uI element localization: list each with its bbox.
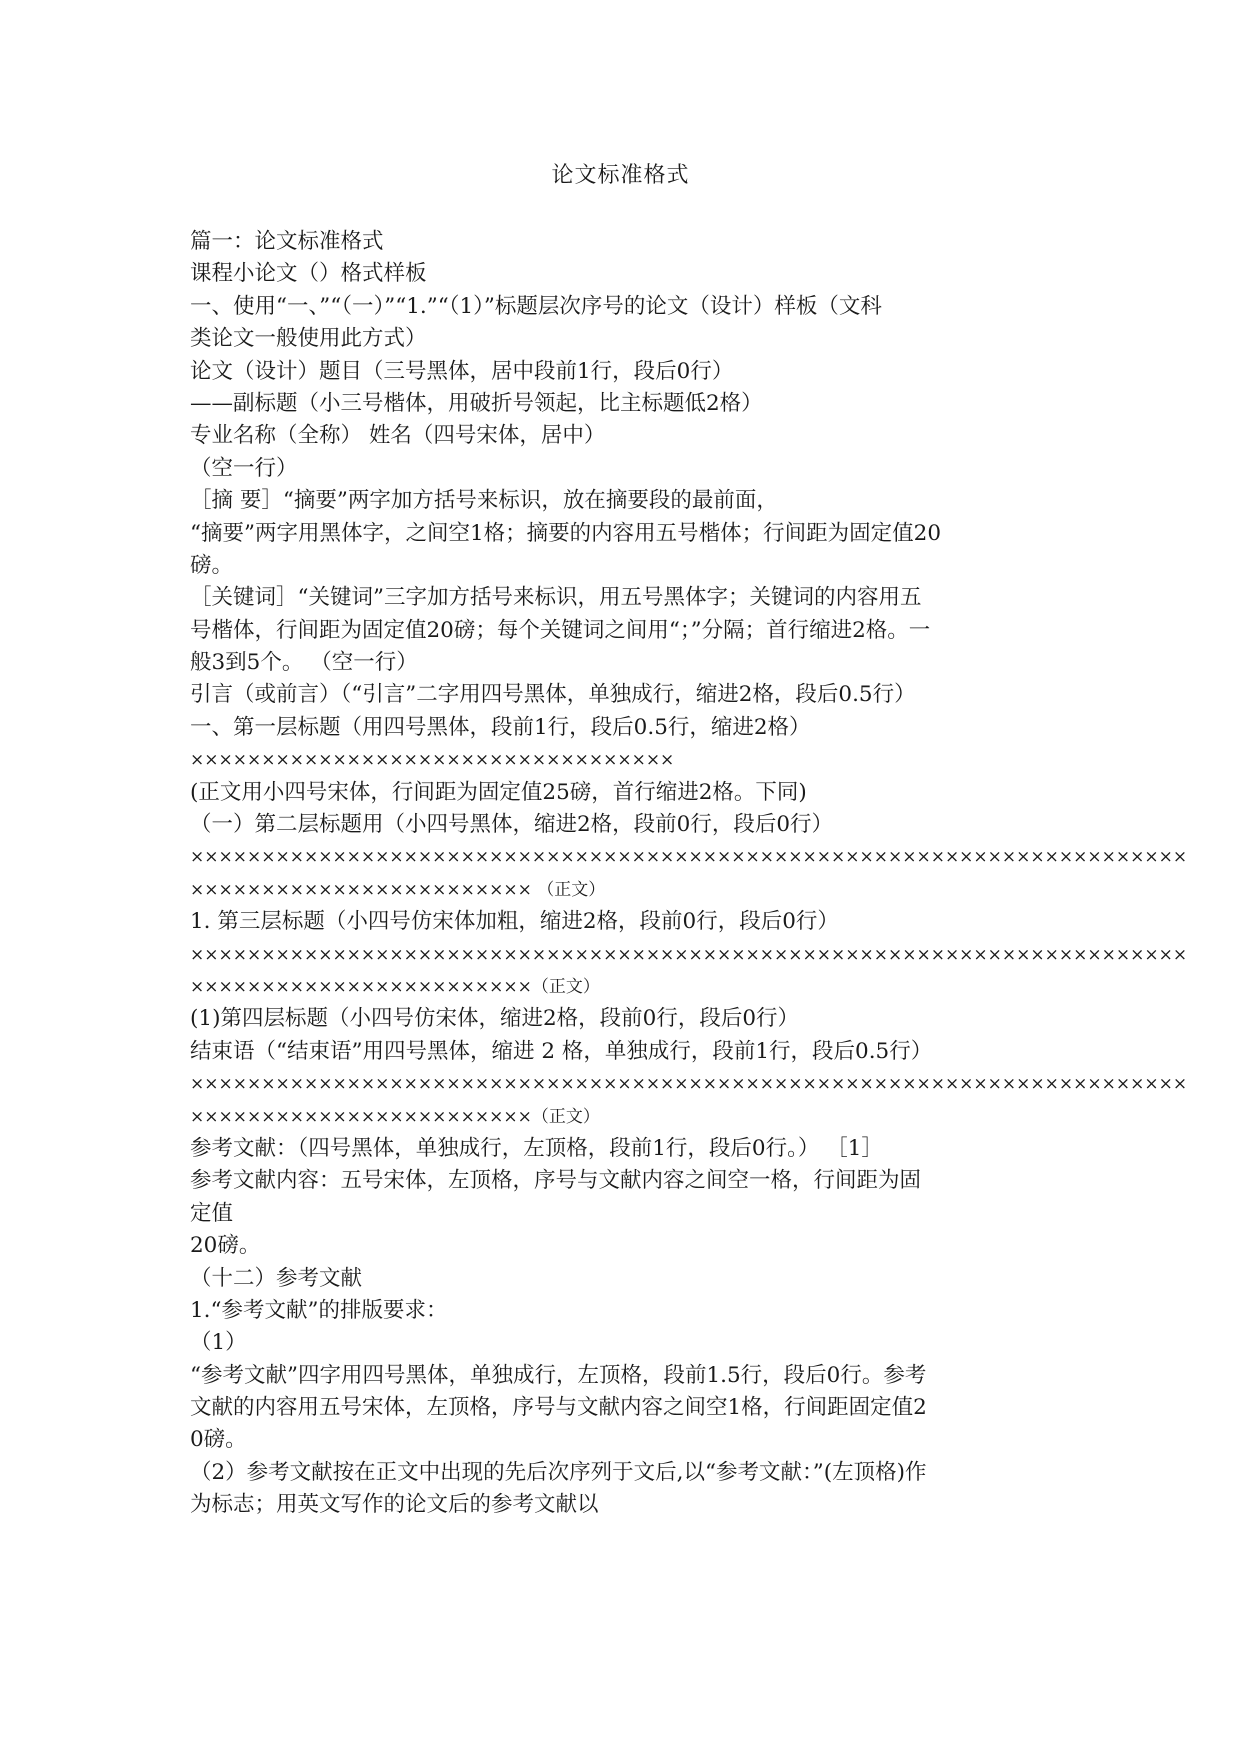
text-line: ××××××××××××××××××××××××（正文） <box>190 976 600 997</box>
text-line: (正文用小四号宋体，行间距为固定值25磅，首行缩进2格。下同) <box>190 779 807 805</box>
text-line: 一、使用“一、”“（一）”“1.”“（1）”标题层次序号的论文（设计）样板（文科 <box>190 293 882 319</box>
text-line: 专业名称（全称） 姓名（四号宋体，居中） <box>190 423 606 449</box>
text-line: （十二）参考文献 <box>190 1265 363 1291</box>
text-line: 为标志；用英文写作的论文后的参考文献以 <box>190 1492 599 1518</box>
text-line: 课程小论文（）格式样板 <box>190 261 427 287</box>
text-line: 类论文一般使用此方式） <box>190 326 427 352</box>
text-line: （一）第二层标题用（小四号黑体，缩进2格，段前0行，段后0行） <box>190 812 834 838</box>
text-line: 参考文献：（四号黑体，单独成行，左顶格，段前1行，段后0行。） ［1］ <box>190 1135 883 1161</box>
text-line: ×××××××××××××××××××××××× （正文） <box>190 879 606 900</box>
text-line: (1)第四层标题（小四号仿宋体，缩进2格，段前0行，段后0行） <box>190 1006 799 1032</box>
text-line: 1.“参考文献”的排版要求： <box>190 1297 448 1323</box>
text-line: “摘要”两字用黑体字，之间空1格；摘要的内容用五号楷体；行间距为固定值20 <box>190 520 942 546</box>
text-line: 文献的内容用五号宋体，左顶格，序号与文献内容之间空1格，行间距固定值2 <box>190 1395 927 1421</box>
text-line: 号楷体，行间距为固定值20磅；每个关键词之间用“；”分隔；首行缩进2格。一 <box>190 617 931 643</box>
text-line: ×××××××××××××××××××××××××××××××××××××××××××××××××××××××××××××××××××××× <box>190 1074 1188 1095</box>
document-body <box>190 226 1188 1522</box>
text-line: （1） <box>190 1330 247 1356</box>
text-line: 20磅。 <box>190 1233 261 1259</box>
text-line: ［摘 要］“摘要”两字加方括号来标识，放在摘要段的最前面， <box>190 488 778 514</box>
text-line: ［关键词］“关键词”三字加方括号来标识，用五号黑体字；关键词的内容用五 <box>190 585 922 611</box>
text-line: 参考文献内容：五号宋体，左顶格，序号与文献内容之间空一格，行间距为固 <box>190 1168 922 1194</box>
text-line: 定值 <box>190 1200 234 1226</box>
text-line: 磅。 <box>190 552 234 578</box>
text-line: 一、第一层标题（用四号黑体，段前1行，段后0.5行，缩进2格） <box>190 714 811 740</box>
text-line: （2）参考文献按在正文中出现的先后次序列于文后,以“参考文献：”(左顶格)作 <box>190 1459 927 1485</box>
text-line: （空一行） <box>190 455 298 481</box>
document-title: 论文标准格式 <box>551 163 690 188</box>
text-line: ——副标题（小三号楷体，用破折号领起，比主标题低2格） <box>190 390 763 416</box>
text-line: 0磅。 <box>190 1427 247 1453</box>
text-line: “参考文献”四字用四号黑体，单独成行，左顶格，段前1.5行，段后0行。参考 <box>190 1362 927 1388</box>
text-line: 论文（设计）题目（三号黑体，居中段前1行，段后0行） <box>190 358 734 384</box>
text-line: 1. 第三层标题（小四号仿宋体加粗，缩进2格，段前0行，段后0行） <box>190 909 839 935</box>
text-line: ×××××××××××××××××××××××××××××××××× <box>190 750 675 771</box>
text-line: 引言（或前言）（“引言”二字用四号黑体，单独成行，缩进2格，段后0.5行） <box>190 682 916 708</box>
text-line: 般3到5个。 （空一行） <box>190 650 418 676</box>
text-line: ×××××××××××××××××××××××××××××××××××××××××××××××××××××××××××××××××××××× <box>190 944 1188 965</box>
text-line: 结束语（“结束语”用四号黑体，缩进 2 格，单独成行，段前1行，段后0.5行） <box>190 1038 933 1064</box>
text-line: ×××××××××××××××××××××××××××××××××××××××××××××××××××××××××××××××××××××× <box>190 847 1188 868</box>
text-line: 篇一：论文标准格式 <box>190 229 384 254</box>
text-line: ××××××××××××××××××××××××（正文） <box>190 1106 600 1127</box>
